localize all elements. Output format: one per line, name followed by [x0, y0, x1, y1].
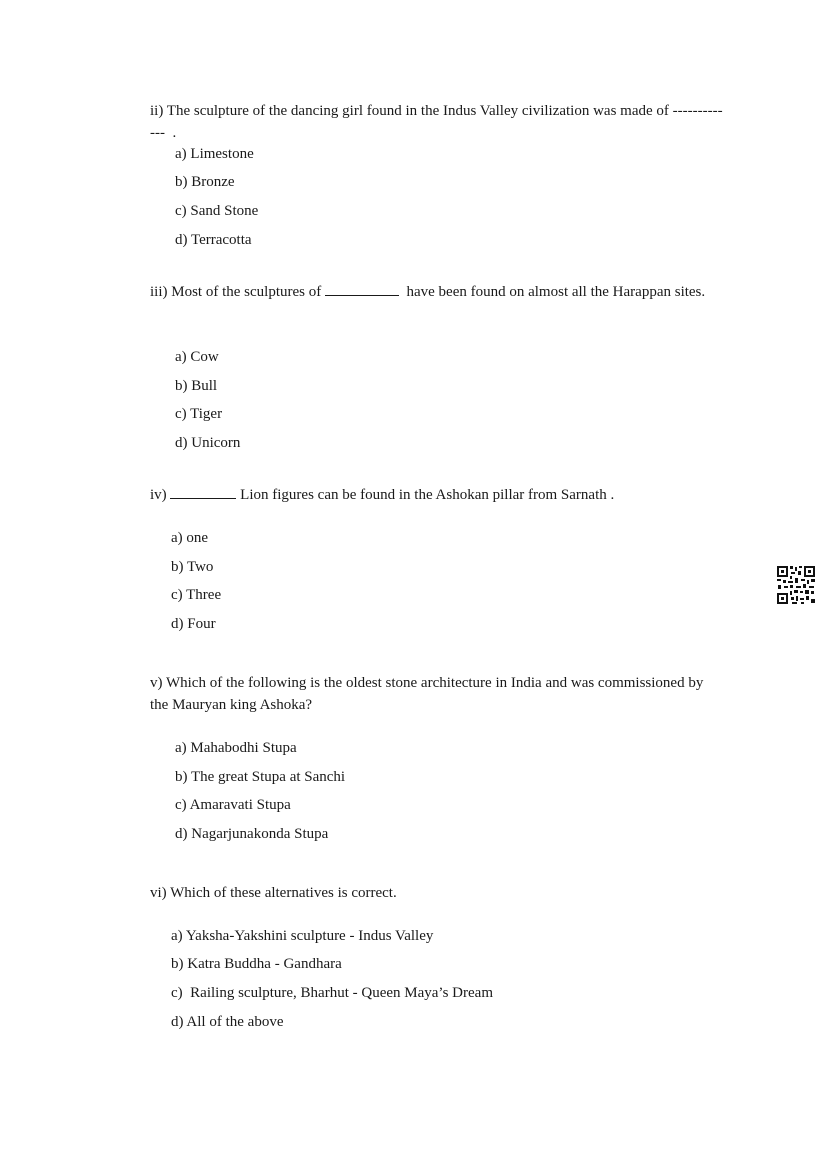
- question-vi: vi) Which of these alternatives is correct.: [150, 885, 397, 901]
- option-iii-d: d) Unicorn: [175, 435, 241, 451]
- option-iii-a: a) Cow: [175, 349, 219, 365]
- question-iv-text-end: Lion figures can be found in the Ashokan pillar from Sarnath .: [240, 487, 615, 503]
- option-iv-b: b) Two: [171, 559, 214, 575]
- option-iii-b: b) Bull: [175, 378, 218, 394]
- option-ii-c: c) Sand Stone: [175, 203, 259, 219]
- option-v-c: c) Amaravati Stupa: [175, 797, 291, 813]
- option-v-d: d) Nagarjunakonda Stupa: [175, 826, 329, 842]
- option-vi-a: a) Yaksha-Yakshini sculpture - Indus Valley: [171, 928, 434, 944]
- answer-blank: [170, 484, 236, 499]
- question-ii-text: ii) The sculpture of the dancing girl found in the Indus Valley civilization was made of -------------: [150, 103, 723, 141]
- question-iv: [150, 484, 725, 506]
- question-iii-text-end: have been found on almost all the Harappan sites.: [406, 284, 706, 300]
- option-iii-c: c) Tiger: [175, 406, 223, 422]
- option-ii-d: d) Terracotta: [175, 232, 252, 248]
- option-vi-d: d) All of the above: [171, 1014, 284, 1030]
- option-iv-c: c) Three: [171, 587, 222, 603]
- qr-code-icon: [776, 565, 816, 605]
- option-v-b: b) The great Stupa at Sanchi: [175, 769, 346, 785]
- question-v: v) Which of the following is the oldest stone architecture in India and was commissioned by the Mauryan king Ashoka?: [150, 675, 704, 713]
- answer-blank: [325, 281, 399, 296]
- option-v-a: a) Mahabodhi Stupa: [175, 740, 297, 756]
- option-ii-a: a) Limestone: [175, 146, 254, 162]
- option-ii-b: b) Bronze: [175, 174, 235, 190]
- question-iii-text: iii) Most of the sculptures of: [150, 284, 322, 300]
- question-iv-text: iv): [150, 487, 167, 503]
- question-iii: [150, 281, 725, 303]
- option-vi-c: c) Railing sculpture, Bharhut - Queen Maya’s Dream: [171, 985, 493, 1001]
- question-ii: [150, 100, 725, 144]
- option-iv-a: a) one: [171, 530, 209, 546]
- question-ii-text-end: .: [172, 125, 177, 141]
- option-iv-d: d) Four: [171, 616, 216, 632]
- option-vi-b: b) Katra Buddha - Gandhara: [171, 956, 342, 972]
